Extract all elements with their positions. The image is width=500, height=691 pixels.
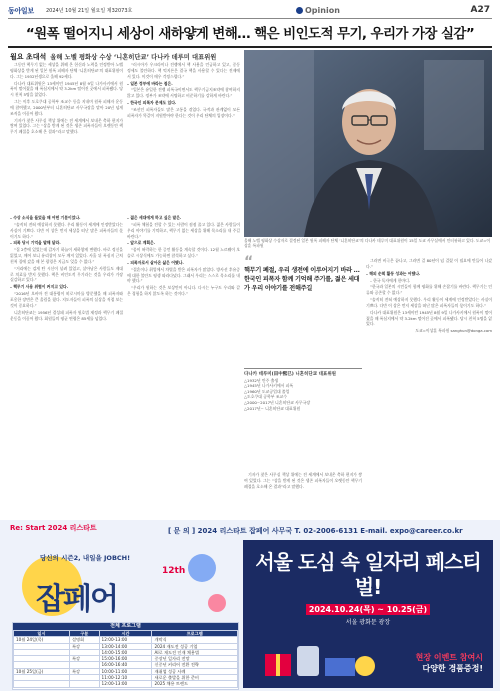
program-table [12,622,239,690]
paragraph: “한국과 일본의 시민들이 함께 평화를 위해 손잡기를 바란다. 핵무기는 인류와 공존할 수 없다.” [366,284,492,296]
section-label: Opinion [305,6,340,15]
profile-item: △1960년 도쿄공업대 졸업 [244,388,290,394]
question-subhead: – 해외 순회 활동 성과는 어땠나. [366,270,421,276]
byline-lead: 올해 노벨 평화상 수상 ‘니혼히단쿄’ 다나카 데루미 대표위원 [50,54,217,61]
program-table-title: 전체 프로그램 [13,623,238,630]
paragraph: “솔직히 전혀 예상하지 못했다. 우리 활동이 세계에 인정받았다는 사실이 기쁘다. 다만 이 상은 먼저 세상을 떠난 많은 피폭자들의 몫이기도 하다.” [10,221,123,239]
paragraph: “러시아가 우크라이나 전쟁에서 핵 사용을 언급하고 있고, 중동 정세도 불안하다. 핵 억지론은 결국 핵을 사용할 수 있다는 전제에 서 있다. 이것이 매우 걱정스럽다.” [127,62,240,79]
event-promo [416,652,483,674]
issue-date [46,7,132,14]
paragraph: 그는 이후 도호쿠대 공학부 조교수 등을 지내며 원폭 피해자 운동에 참여했고, 2000년부터 니혼히단쿄 사무국장을 맡아 20년 넘게 조직을 이끌어 왔다. [10,99,123,116]
paragraph: “몸이 허락하는 한 증언 활동을 계속할 것이다. 12월 노르웨이 오슬로 시상식에도 가능하면 참석하고 싶다.” [127,247,240,259]
festival-venue: 서울 광화문 광장 [345,619,391,626]
poster-subtitle: 당신의 시즌2, 내일을 JOBCH! [40,554,131,562]
paragraph: “피폭 체험을 전할 수 있는 사람이 점점 줄고 있다. 젊은 사람들이 우리 이야기를 기억하고, 핵무기 없는 세상을 위해 목소리를 내 주길 바란다.” [127,221,240,239]
promo-line-2: 다양한 경품증정! [422,664,483,673]
ad-header [8,524,492,538]
table-cell: 16:00-16:40 [99,662,152,668]
byline [10,52,240,62]
reporter-signature: 도쿄=이상훈 특파원 sanghun@donga.com [415,328,492,334]
table-cell: 특강 [69,643,99,649]
profile-item: △2017년~ 니혼히단쿄 대표위원 [244,405,301,411]
newspaper-logo: 동아일보 [8,7,34,15]
question-subhead: – 일본 정부에 바라는 점은. [127,80,173,86]
paragraph: “일본은 유일한 전쟁 피폭국이면서도 핵무기금지조약에 참여하지 않고 있다. 정부가 조약에 서명하고 비준하기를 강하게 바란다.” [127,87,240,99]
question-subhead: – 앞으로 계획은. [127,240,156,246]
table-cell: 10월 25일(금) [14,668,70,674]
article-column-1 [10,62,123,212]
festival-dates-text: 2024.10.24(목) ~ 10.25(금) [306,604,430,615]
interview-photo [244,50,492,237]
section-title [296,6,340,15]
pull-quote [244,254,362,293]
table-cell: 12:00-13:00 [99,637,152,643]
question-subhead: – 한국인 피폭자 문제도 있다. [127,100,177,106]
profile-item: △1932년 만주 출생 [244,377,279,383]
column-label: 월요 초대석 [10,53,47,61]
paragraph: – 한국 독자에게 한마디. [370,277,411,283]
table-cell: 15:00-16:00 [99,656,152,662]
festival-banner [243,540,493,688]
table-cell: 2024 재도전 성공 기업 [152,643,238,649]
paragraph: 니혼히단쿄는 1956년 결성돼 피폭자 원호법 제정과 핵무기 폐절 운동을 이끌어 왔다. 회원들의 평균 연령은 85세를 넘었다. [10,309,123,321]
article-column-4 [366,258,492,515]
question-subhead: – 피폭 당시 기억을 말해 달라. [10,240,61,246]
table-cell: 개막식 [152,637,238,643]
table-cell: 2025 채용 트렌드 [152,681,238,687]
portrait-illustration [244,50,492,237]
table-header: 시간 [99,631,152,637]
paragraph: “결혼이나 취업에서 차별을 받은 피폭자가 많았다. 방사선 후유증에 대한 불안도 평생 따라다녔다. 그래서 우리는 스스로 목소리를 내야 했다.” [127,266,240,284]
table-cell: 새로운 출발을 위한 준비 [152,675,238,681]
paragraph: 그동안 핵무기 없는 세상을 위해 온 헌신과 노력을 인정받아 노벨 평화상을 받게 된 일본 원폭 피해자 단체 ‘니혼히단쿄’의 대표위원이다. 그는 1932년생으로 올해 92세다. [10,62,123,79]
profile-box [244,372,362,470]
date-text: 2024년 10월 21일 월요일 [46,8,106,14]
article-column-1-lower [10,215,123,515]
masthead [8,4,492,18]
table-cell: 13:00-14:00 [99,643,152,649]
table-row [14,681,238,687]
paragraph: “거리에는 검게 탄 시신이 널려 있었고, 살아남은 사람들도 제대로 치료를 받지 못했다. 핵은 비인도적 무기라는 것을 우리가 가장 실감하고 있다.” [10,265,123,283]
paragraph: 기자가 찾은 사무실 책상 위에는 전 세계에서 보내온 축하 편지가 쌓여 있었다. 그는 “상을 받게 된 것은 생존 피폭자들이 오랫동안 핵무기 폐절을 호소해 온 결과”라고 말했다. [10,117,123,135]
paragraph: 다나카 대표위원은 13세이던 1945년 8월 9일 나가사키에서 원폭이 떨어졌을 때 폭심지에서 약 3.2km 떨어진 곳에서 피폭됐다. 당시 친척 5명을 잃었다. [10,80,123,98]
paragraph: “우리가 원하는 것은 보상만이 아니다. 다시는 누구도 우리와 같은 경험을 하지 않도록 하는 것이다.” [127,285,240,297]
profile-title: 다나카 데루미(田中熙巳) 니혼히단쿄 대표위원 [244,372,337,377]
paragraph: “조선인 피폭자들도 많은 고통을 겪었다. 국적과 관계없이 모든 피폭자가 똑같이 지원받아야 한다는 것이 우리 단체의 입장이다.” [127,106,240,118]
table-cell: 특강 [69,656,99,662]
table-cell: 11:00-12:10 [99,675,152,681]
festival-dates [253,604,483,615]
poster-title: 잡페어 [36,582,117,617]
quote-mark-icon: “ [244,254,253,270]
paragraph: “솔직히 전혀 예상하지 못했다. 우리 활동이 세계에 인정받았다는 사실이 기쁘다. 다만 이 상은 먼저 세상을 떠난 많은 피폭자들의 몫이기도 하다.” [366,297,492,308]
table-cell: 10:00-11:00 [99,668,152,674]
top-divider [8,18,492,19]
table-header: 구분 [69,631,99,637]
table-cell: 재취업 성공 사례 [152,668,238,674]
ad-brand: Re: Start 2024 리스타트 [10,524,97,532]
table-cell: 12:00-13:00 [99,681,152,687]
table-cell: 특강 [69,668,99,674]
question-subhead: – 젊은 세대에게 하고 싶은 말은. [127,215,182,220]
table-cell: 10월 24일(목) [14,637,70,643]
table-cell: 설명회 [69,637,99,643]
profile-item: △도호쿠대 공학부 조교수 [244,394,288,400]
article-column-3-lower [244,472,362,515]
issue-number: 제32073호 [106,8,133,14]
job-fair-poster [12,548,237,620]
paragraph: 다나카 대표위원은 13세이던 1945년 8월 9일 나가사키에서 원폭이 떨어졌을 때 폭심지에서 약 3.2km 떨어진 곳에서 피폭됐다. 당시 친척 5명을 잃었다. [366,309,492,327]
article-column-2-lower [127,215,240,515]
profile-divider [244,368,362,369]
paragraph: “집 2층에 있었는데 갑자기 하늘이 새하얗게 변했다. 바로 정신을 잃었고, 깨어 보니 유리창이 모두 깨져 있었다. 사흘 뒤 폭심지 근처 친척 집에 갔을 때 본 광경은 지금도 잊을 수 없다.” [10,247,123,264]
question-subhead: – 핵무기 사용 위협이 커지고 있다. [10,284,69,290]
section-dot-icon [296,7,303,14]
article-column-2 [127,62,240,212]
table-cell [14,681,70,687]
ad-contact: [ 문 의 ] 2024 리스타트 잡페어 사무국 T. 02-2006-6131 E-mail. expo@career.co.kr [168,527,463,535]
table-cell: 중장년 일자리 전망 [152,656,238,662]
table-cell [69,681,99,687]
poster-edition: 12th [162,566,186,576]
headline-divider [8,46,492,48]
table-cell: 신중년 커리어 전환 전략 [152,662,238,668]
gift-icon [261,636,381,680]
page-number: A27 [470,5,490,15]
table-header: 일시 [14,631,70,637]
table-cell: 14:00-15:00 [99,649,152,655]
paragraph: 그러면 비극은 끝나고, 그러면 걸 80년이 넘 걸렸 이 필요에 만들어 나갔다.” [366,258,492,269]
paragraph: 기자가 찾은 사무실 책상 위에는 전 세계에서 보내온 축하 편지가 쌓여 있었다. 그는 “상을 받게 된 것은 생존 피폭자들이 오랫동안 핵무기 폐절을 호소해 온 결과”라고 말했다. [244,472,362,489]
promo-line-1: 현장 이벤트 참여시 [415,653,483,662]
festival-title: 서울 도심 속 일자리 페스티벌! [255,550,481,599]
program-schedule [13,630,238,688]
photo-caption: 올해 노벨 평화상 수상자로 결정된 일본 원폭 피해자 단체 ‘니혼히단쿄’의 다나카 데루미 대표위원이 15일 도쿄 사무실에서 인터뷰하고 있다. 도쿄=이상훈 특파원 [244,238,491,248]
paragraph: “2016년 오바마 전 대통령이 히로시마를 방문했을 때 피폭자와 포옹한 장면은 큰 울림을 줬다. 지도자들이 피폭의 실상을 직접 보는 것이 중요하다.” [10,291,123,308]
profile-item: △2000~2017년 니혼히단쿄 사무국장 [244,399,311,405]
table-header: 프로그램 [152,631,238,637]
pull-quote-text: 핵무기 폐절, 우리 생전에 이루어지기 바라 … 한국인 피폭자 함께 기억해 주기를, 젊은 세대가 우리 이야기를 전해주길 [244,267,360,292]
question-subhead: – 수상 소식을 들었을 때 어떤 기분이었나. [10,215,81,220]
profile-item: △1945년 나가사키에서 피폭 [244,383,294,389]
table-cell: AI로 재도전 인재 채용법 [152,649,238,655]
headline: “원폭 떨어지니 세상이 새하얗게 변해… 핵은 비인도적 무기, 우리가 가장 실감” [25,26,475,42]
question-subhead: – 피폭자로서 살아온 삶은 어땠나. [127,259,184,265]
